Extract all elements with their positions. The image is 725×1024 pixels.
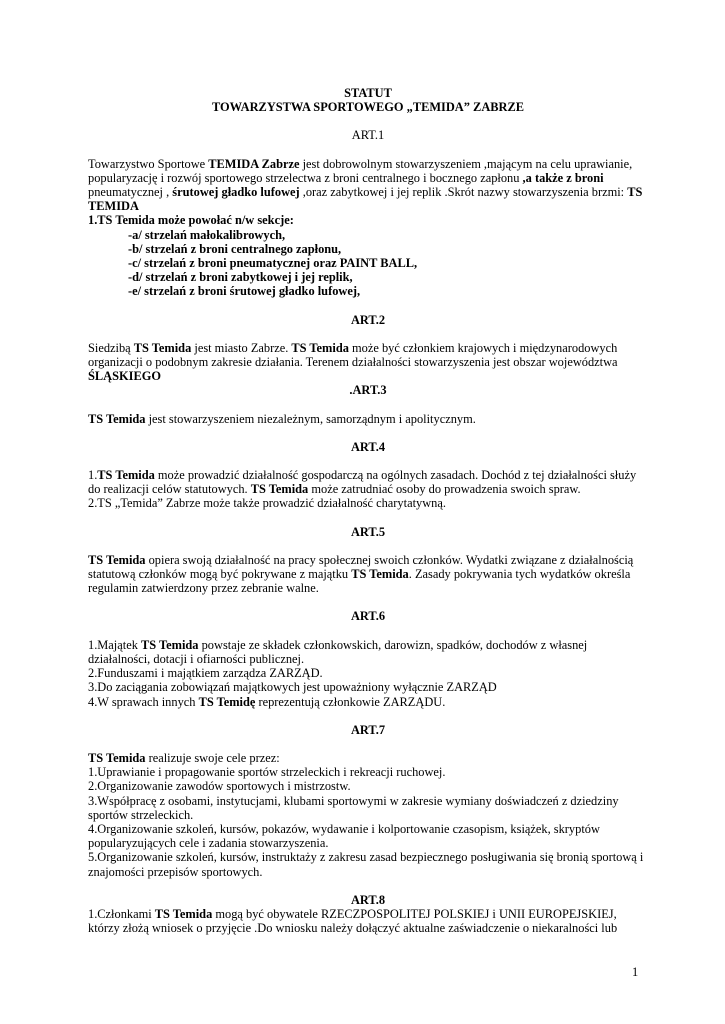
section-item: -e/ strzelań z broni śrutowej gładko lufowej, (128, 284, 361, 299)
art6-paragraph-2: 2.Funduszami i majątkiem zarządza ZARZĄD. (88, 666, 323, 681)
art5-heading: ART.5 (350, 524, 386, 539)
art2-heading: ART.2 (350, 312, 386, 327)
art4-paragraph-1: 1.TS Temida może prowadzić działalność gospodarczą na ogólnych zasadach. Dochód z tej działalności służy do realizacji celów statutowych. TS Temida może zatrudniać osoby do prowadzenia swoich spraw. (88, 468, 637, 497)
art7-item: 1.Uprawianie i propagowanie sportów strzeleckich i rekreacji ruchowej. (88, 765, 446, 780)
art6-heading: ART.6 (350, 609, 386, 624)
art7-heading: ART.7 (350, 722, 386, 737)
art7-item: 2.Organizowanie zawodów sportowych i mistrzostw. (88, 779, 351, 794)
art6-paragraph-4: 4.W sprawach innych TS Temidę reprezentują członkowie ZARZĄDU. (88, 694, 446, 709)
art2-paragraph: Siedzibą TS Temida jest miasto Zabrze. TS Temida może być członkiem krajowych i międzynarodowych organizacji o podobnym zakresie działania. Terenem działalności stowarzyszenia jest obszar województwa ŚLĄSKIEGO (88, 340, 618, 384)
document-body (88, 86, 648, 935)
art6-paragraph-1: 1.Majątek TS Temida powstaje ze składek członkowskich, darowizn, spadków, dochodów z własnej działalności, dotacji i ofiarności publicznej. (88, 637, 588, 666)
page-number: 1 (632, 965, 639, 979)
art5-paragraph: TS Temida opiera swoją działalność na pracy społecznej swoich członków. Wydatki związane z działalnością statutową członków mogą być pokrywane z majątku TS Temida. Zasady pokrywania tych wydatków określa regulamin zatwierdzony przez zebranie walne. (88, 552, 634, 596)
section-item: -c/ strzelań z broni pneumatycznej oraz PAINT BALL, (128, 256, 418, 271)
art8-paragraph: 1.Członkami TS Temida mogą być obywatele RZECZPOSPOLITEJ POLSKIEJ i UNII EUROPEJSKIEJ, którzy złożą wniosek o przyjęcie .Do wniosku należy dołączyć aktualne zaświadczenie o niekaralności lub (88, 906, 618, 936)
art3-paragraph: TS Temida jest stowarzyszeniem niezależnym, samorządnym i apolitycznym. (88, 411, 476, 426)
art6-paragraph-3: 3.Do zaciągania zobowiązań majątkowych jest upoważniony wyłącznie ZARZĄD (88, 680, 497, 695)
art7-item: 5.Organizowanie szkoleń, kursów, instruktaży z zakresu zasad bezpiecznego posługiwania się bronią sportową i znajomości przepisów sportowych. (88, 850, 644, 879)
art7-intro: TS Temida realizuje swoje cele przez: (88, 750, 280, 765)
art1-heading: ART.1 (351, 128, 385, 143)
art1-sections-intro: 1.TS Temida może powołać n/w sekcje: (88, 213, 294, 228)
art4-paragraph-2: 2.TS „Temida” Zabrze może także prowadzić działalność charytatywną. (88, 496, 446, 511)
art7-item: 4.Organizowanie szkoleń, kursów, pokazów, wydawanie i kolportowanie czasopism, książek, skryptów popularyzujących cele i zadania stowarzyszenia. (88, 821, 600, 851)
section-item: -a/ strzelań małokalibrowych, (128, 227, 286, 242)
art1-paragraph: Towarzystwo Sportowe TEMIDA Zabrze jest dobrowolnym stowarzyszeniem ,mającym na celu uprawianie, popularyzację i rozwój sportowego strzelectwa z broni centralnego i bocznego zapłonu ,a także z broni pneumatycznej , śrutowej gładko lufowej ,oraz zabytkowej i jej replik .Skrót nazwy stowarzyszenia brzmi: TS TEMIDA (88, 156, 643, 214)
section-item: -b/ strzelań z broni centralnego zapłonu, (128, 241, 342, 256)
art8-heading: ART.8 (350, 892, 386, 907)
document-subtitle: TOWARZYSTWA SPORTOWEGO „TEMIDA” ZABRZE (211, 100, 525, 115)
document-title: STATUT (344, 86, 392, 100)
art3-heading: .ART.3 (349, 383, 387, 398)
art7-item: 3.Współpracę z osobami, instytucjami, klubami sportowymi w zakresie wymiany doświadczeń z dziedziny sportów strzeleckich. (88, 793, 619, 822)
art4-heading: ART.4 (350, 439, 386, 454)
section-item: -d/ strzelań z broni zabytkowej i jej replik, (128, 270, 353, 285)
